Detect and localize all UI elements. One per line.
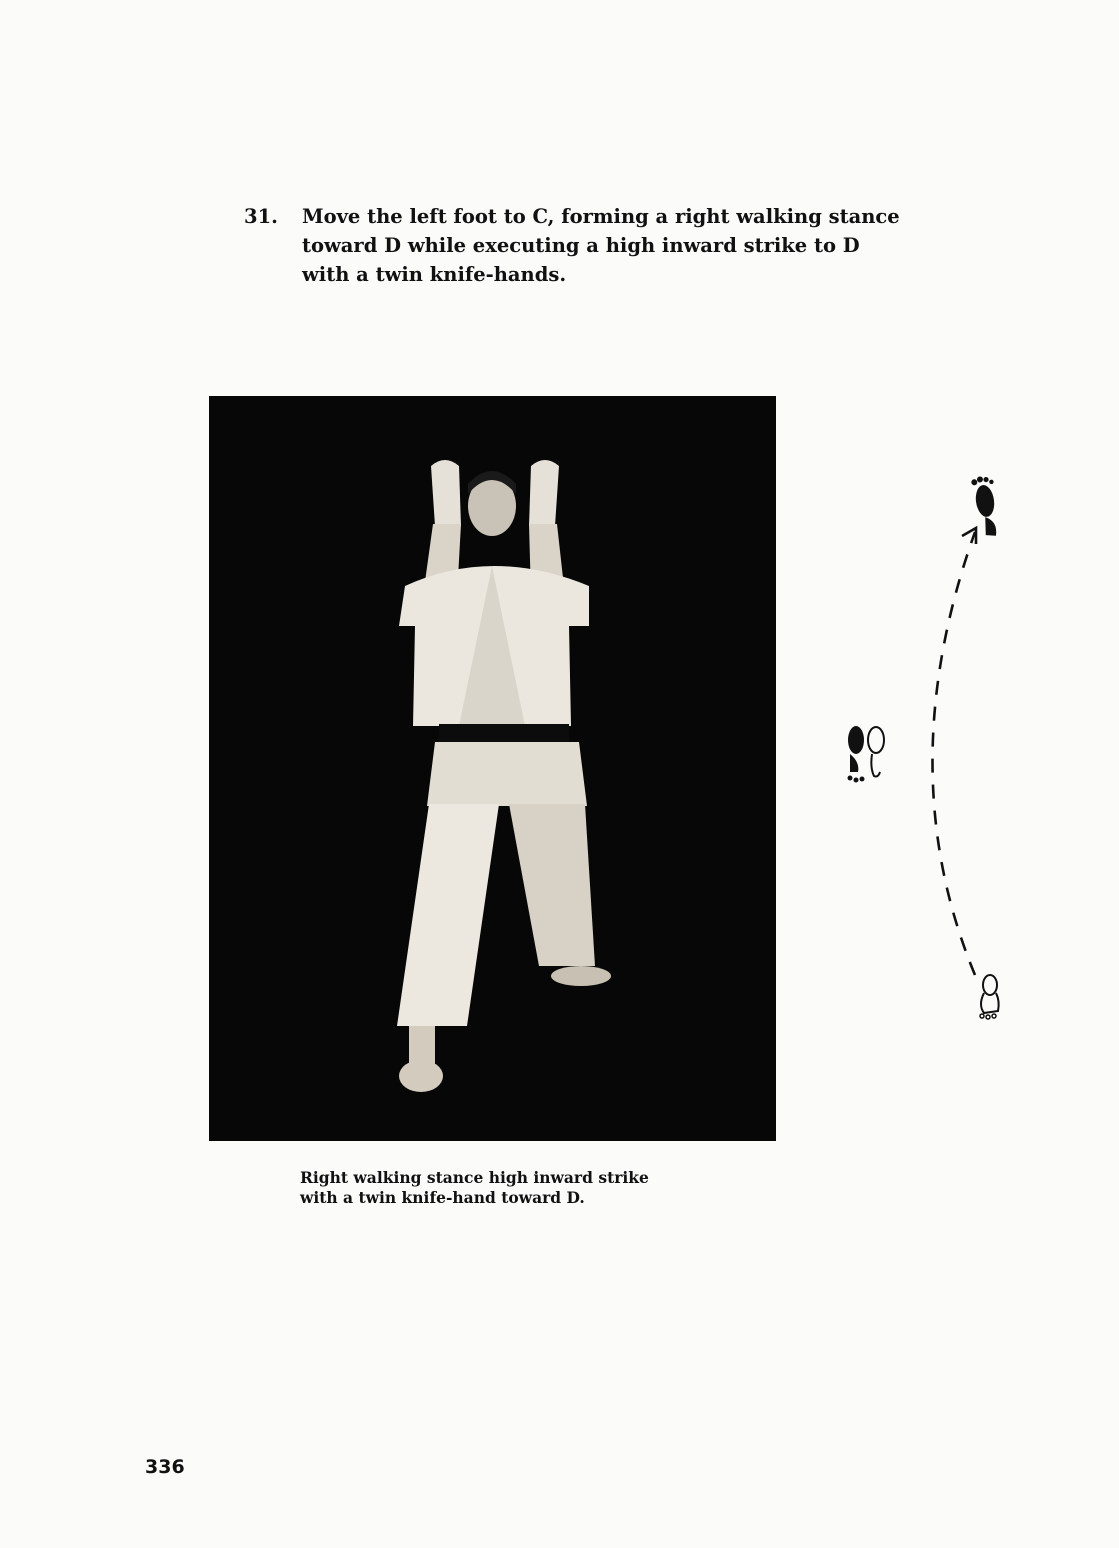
page-number: 336 — [145, 1456, 185, 1478]
footwork-diagram — [830, 470, 1030, 1030]
step-number: 31. — [244, 205, 278, 228]
step-line: toward D while executing a high inward strike to D — [302, 234, 860, 257]
karate-practitioner-figure — [209, 396, 776, 1141]
footprint-icon — [848, 726, 865, 783]
caption-line: with a twin knife-hand toward D. — [300, 1188, 585, 1207]
footprint-icon — [980, 975, 999, 1019]
dashed-arrow-path — [933, 532, 976, 975]
footprint-icon — [868, 727, 884, 777]
step-line: Move the left foot to C, forming a right walking stance — [302, 205, 900, 228]
caption-line: Right walking stance high inward strike — [300, 1168, 649, 1187]
footwork-diagram-svg — [830, 470, 1030, 1030]
step-line: with a twin knife-hands. — [302, 263, 567, 286]
photo-caption — [300, 1168, 760, 1208]
karate-photo — [209, 396, 776, 1141]
step-text — [302, 202, 902, 289]
